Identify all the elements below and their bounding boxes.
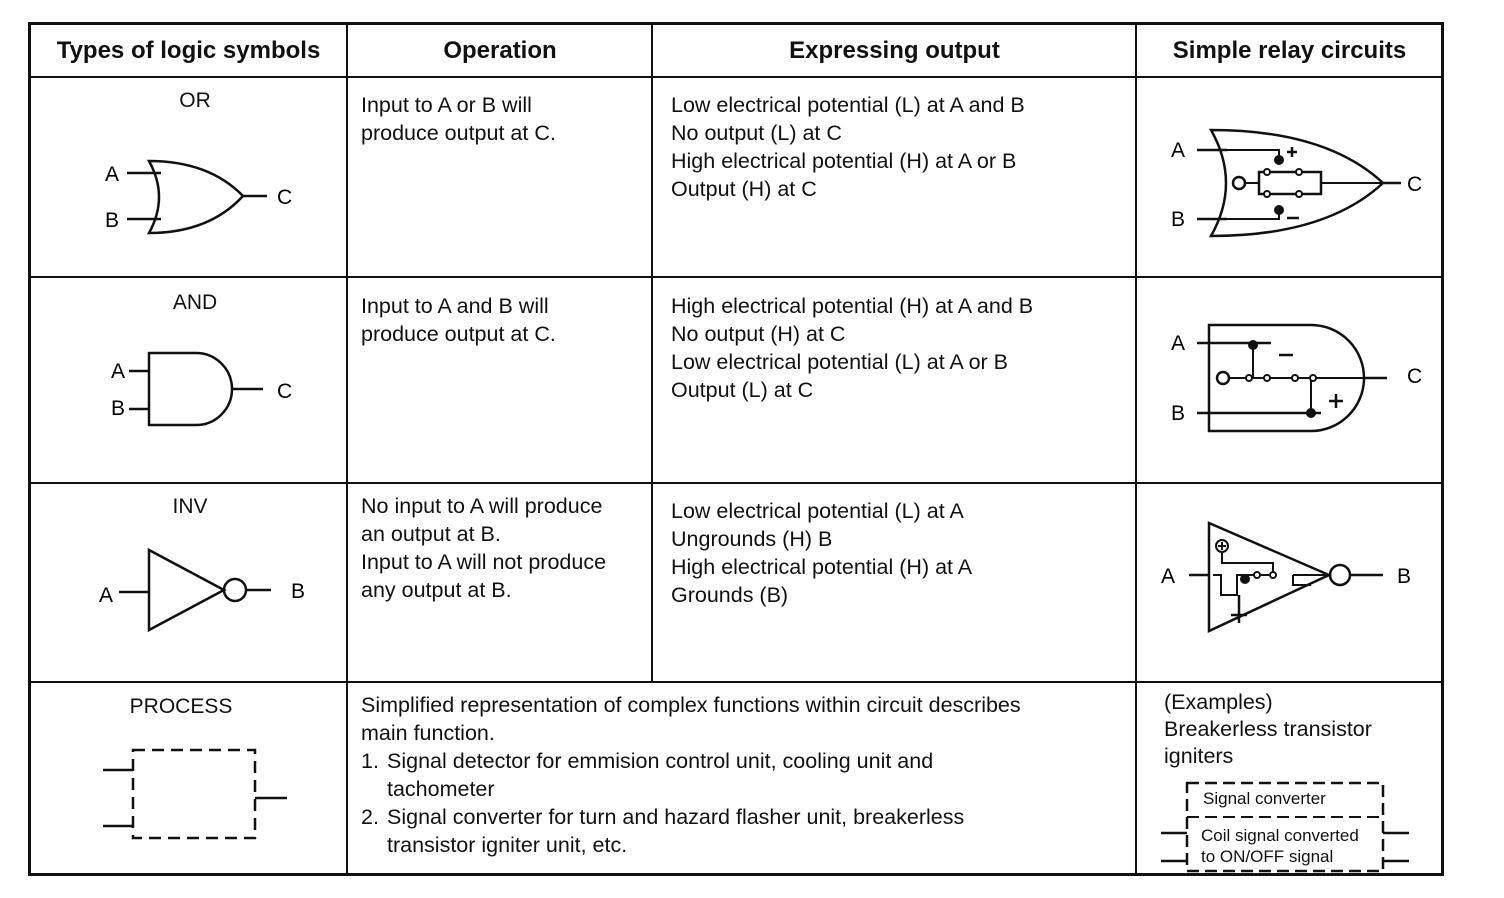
process-operation bbox=[361, 691, 1131, 859]
header-types: Types of logic symbols bbox=[56, 37, 321, 64]
process-label: PROCESS bbox=[129, 695, 233, 718]
and-relay-a-label: A bbox=[1171, 332, 1186, 355]
and-label: AND bbox=[172, 291, 218, 314]
and-relay-c-label: C bbox=[1407, 365, 1423, 388]
process-intro: Simplified representation of complex functions within circuit describes main function. bbox=[361, 693, 1021, 745]
or-expressing: Low electrical potential (L) at A and B No output (L) at C High electrical potential (H) at A or B Output (H) at C bbox=[671, 93, 1025, 201]
or-gate-symbol bbox=[91, 143, 311, 243]
or-relay-b-label: B bbox=[1171, 208, 1186, 231]
inv-relay-b-label: B bbox=[1397, 565, 1412, 588]
and-input-b-label: B bbox=[111, 397, 126, 420]
and-operation: Input to A and B will produce output at C. bbox=[361, 294, 556, 346]
logic-symbols-table bbox=[28, 22, 1444, 876]
list-text: Signal detector for emmision control unit, cooling unit and tachometer bbox=[387, 749, 934, 801]
header-operation: Operation bbox=[443, 37, 557, 64]
row-divider bbox=[31, 681, 1441, 683]
list-item bbox=[361, 747, 1131, 803]
or-relay-c-label: C bbox=[1407, 173, 1423, 196]
or-input-b-label: B bbox=[105, 209, 120, 232]
and-input-a-label: A bbox=[111, 360, 126, 383]
inv-relay-circuit bbox=[1161, 515, 1441, 645]
or-input-a-label: A bbox=[105, 163, 120, 186]
inverter-symbol bbox=[91, 540, 321, 640]
or-relay-a-label: A bbox=[1171, 139, 1186, 162]
column-divider bbox=[1135, 25, 1137, 873]
or-label: OR bbox=[179, 89, 211, 112]
and-gate-symbol bbox=[91, 343, 311, 433]
inv-output-label: B bbox=[291, 580, 306, 603]
process-list bbox=[361, 747, 1131, 859]
inv-relay-a-label: A bbox=[1161, 565, 1176, 588]
list-number: 1. bbox=[361, 749, 379, 773]
inv-expressing: Low electrical potential (L) at A Ungrounds (H) B High electrical potential (H) at A Grounds (B) bbox=[671, 499, 973, 607]
column-divider bbox=[346, 25, 348, 873]
inv-operation: No input to A will produce an output at B. Input to A will not produce any output at B. bbox=[361, 494, 607, 602]
process-examples: (Examples) Breakerless transistor igniters bbox=[1164, 690, 1372, 768]
list-text: Signal converter for turn and hazard flasher unit, breakerless transistor igniter unit, etc. bbox=[387, 805, 965, 857]
process-symbol bbox=[91, 740, 331, 850]
column-divider bbox=[651, 25, 653, 683]
list-item bbox=[361, 803, 1131, 859]
converter-top-label: Signal converter bbox=[1203, 789, 1326, 808]
and-relay-b-label: B bbox=[1171, 402, 1186, 425]
or-output-label: C bbox=[277, 186, 293, 209]
and-relay-circuit bbox=[1161, 315, 1441, 445]
and-expressing: High electrical potential (H) at A and B No output (H) at C Low electrical potential (L) at A or B Output (L) at C bbox=[671, 294, 1034, 402]
or-relay-circuit bbox=[1161, 120, 1441, 250]
list-number: 2. bbox=[361, 805, 379, 829]
row-divider bbox=[31, 276, 1441, 278]
header-relay: Simple relay circuits bbox=[1172, 37, 1407, 64]
or-operation: Input to A or B will produce output at C. bbox=[361, 93, 556, 145]
row-divider bbox=[31, 482, 1441, 484]
inv-input-label: A bbox=[99, 584, 114, 607]
and-output-label: C bbox=[277, 380, 293, 403]
inv-label: INV bbox=[172, 495, 208, 518]
header-expressing: Expressing output bbox=[789, 37, 1000, 64]
converter-bottom-label: Coil signal converted to ON/OFF signal bbox=[1201, 826, 1359, 866]
